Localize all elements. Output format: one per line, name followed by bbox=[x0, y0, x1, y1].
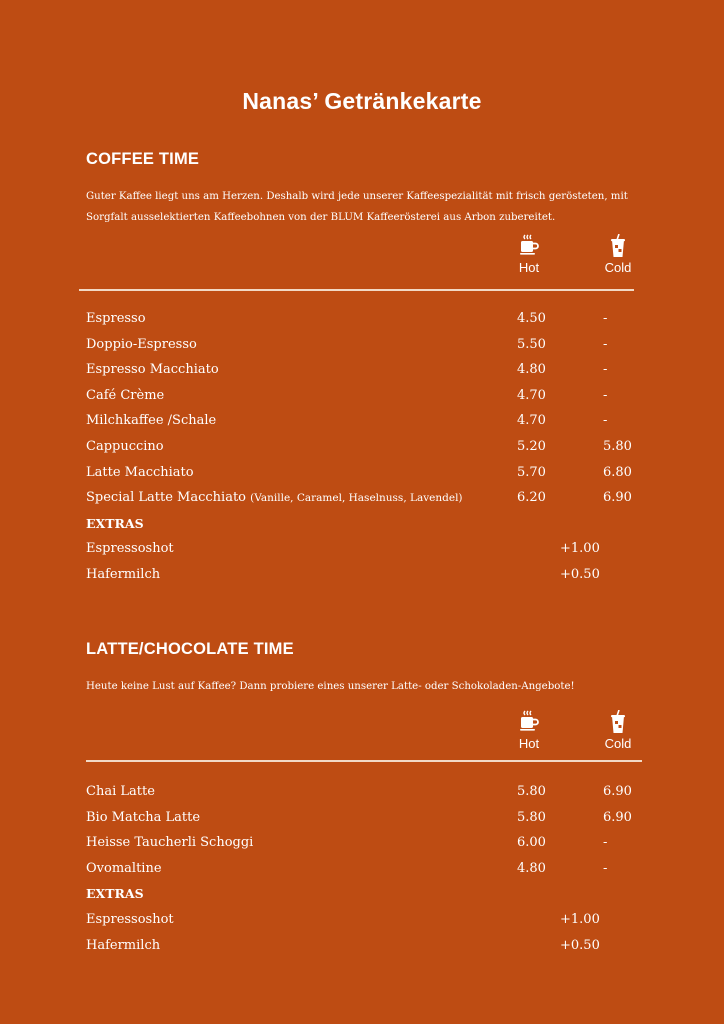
cold-column-header bbox=[588, 234, 648, 275]
menu-item bbox=[0, 861, 724, 887]
item-name: Cappuccino bbox=[86, 438, 164, 454]
cold-price: - bbox=[603, 860, 608, 876]
section-title: LATTE/CHOCOLATE TIME bbox=[86, 640, 294, 658]
menu-item bbox=[0, 311, 724, 337]
cold-label: Cold bbox=[604, 736, 632, 751]
cold-column-header bbox=[588, 710, 648, 751]
item-name: Ovomaltine bbox=[86, 860, 162, 876]
extra-price: +0.50 bbox=[560, 566, 600, 582]
hot-price: 5.70 bbox=[517, 464, 546, 480]
divider bbox=[79, 289, 634, 291]
hot-price: 5.20 bbox=[517, 438, 546, 454]
hot-column-header bbox=[499, 234, 559, 275]
item-name-text: Special Latte Macchiato bbox=[86, 490, 247, 506]
cold-price: 6.90 bbox=[603, 490, 632, 506]
item-name: Doppio-Espresso bbox=[86, 336, 197, 352]
cold-price: 6.90 bbox=[603, 809, 632, 825]
menu-list bbox=[0, 311, 724, 593]
hot-price: 4.80 bbox=[517, 362, 546, 378]
item-name: Latte Macchiato bbox=[86, 464, 194, 480]
hot-price: 6.00 bbox=[517, 835, 546, 851]
menu-item bbox=[0, 835, 724, 861]
hot-price: 4.70 bbox=[517, 413, 546, 429]
item-name: Chai Latte bbox=[86, 784, 155, 799]
extra-name: Espressoshot bbox=[86, 911, 174, 927]
extra-price: +0.50 bbox=[560, 937, 600, 953]
hot-price: 4.50 bbox=[517, 311, 546, 326]
menu-item bbox=[0, 362, 724, 388]
menu-item bbox=[0, 490, 724, 516]
divider bbox=[86, 760, 642, 762]
item-name: Espresso Macchiato bbox=[86, 362, 219, 378]
extra-price: +1.00 bbox=[560, 911, 600, 927]
section-description: Heute keine Lust auf Kaffee? Dann probiere eines unserer Latte- oder Schokoladen-Angebote! bbox=[86, 681, 575, 692]
menu-item bbox=[0, 439, 724, 465]
item-name: Milchkaffee /Schale bbox=[86, 413, 217, 429]
extra-item bbox=[0, 938, 724, 964]
item-name: Espresso bbox=[86, 311, 146, 326]
cold-price: - bbox=[603, 413, 608, 429]
extra-item bbox=[0, 567, 724, 593]
menu-item bbox=[0, 337, 724, 363]
item-name bbox=[86, 490, 463, 505]
menu-item bbox=[0, 413, 724, 439]
cold-price: 5.80 bbox=[603, 438, 632, 454]
extras-heading: EXTRAS bbox=[86, 886, 144, 902]
cold-price: 6.80 bbox=[603, 464, 632, 480]
item-name: Bio Matcha Latte bbox=[86, 809, 201, 825]
extra-price: +1.00 bbox=[560, 541, 600, 557]
extra-name: Hafermilch bbox=[86, 937, 161, 953]
item-note: (Vanille, Caramel, Haselnuss, Lavendel) bbox=[250, 492, 463, 505]
hot-cup-icon bbox=[499, 710, 559, 734]
hot-price: 6.20 bbox=[517, 490, 546, 506]
cold-price: - bbox=[603, 336, 608, 352]
extras-header-row bbox=[0, 516, 724, 542]
page-title: Nanas’ Getränkekarte bbox=[242, 88, 482, 114]
extra-name: Espressoshot bbox=[86, 541, 174, 557]
extras-header-row bbox=[0, 886, 724, 912]
item-name: Heisse Taucherli Schoggi bbox=[86, 835, 254, 851]
hot-label: Hot bbox=[518, 736, 540, 751]
menu-list bbox=[0, 784, 724, 963]
hot-price: 5.80 bbox=[517, 784, 546, 799]
cold-price: - bbox=[603, 311, 608, 326]
hot-label: Hot bbox=[518, 260, 540, 275]
menu-item bbox=[0, 784, 724, 810]
extra-item bbox=[0, 541, 724, 567]
cold-price: - bbox=[603, 387, 608, 403]
item-name: Café Crème bbox=[86, 387, 165, 403]
cold-price: - bbox=[603, 835, 608, 851]
hot-price: 5.50 bbox=[517, 336, 546, 352]
extra-name: Hafermilch bbox=[86, 566, 161, 582]
menu-item bbox=[0, 810, 724, 836]
iced-drink-icon bbox=[588, 234, 648, 258]
iced-drink-icon bbox=[588, 710, 648, 734]
menu-item bbox=[0, 388, 724, 414]
cold-label: Cold bbox=[604, 260, 632, 275]
extras-heading: EXTRAS bbox=[86, 515, 144, 531]
hot-cup-icon bbox=[499, 234, 559, 258]
extra-item bbox=[0, 912, 724, 938]
menu-item bbox=[0, 465, 724, 491]
cold-price: 6.90 bbox=[603, 784, 632, 799]
section-description: Guter Kaffee liegt uns am Herzen. Deshalb wird jede unserer Kaffeespezialität mit frisch gerösteten, mit Sorgfalt ausselektierten Kaffeebohnen von der BLUM Kaffeerösterei aus Arbon zubereitet. bbox=[86, 191, 628, 223]
hot-column-header bbox=[499, 710, 559, 751]
cold-price: - bbox=[603, 362, 608, 378]
hot-price: 5.80 bbox=[517, 809, 546, 825]
section-title: COFFEE TIME bbox=[86, 150, 200, 168]
hot-price: 4.70 bbox=[517, 387, 546, 403]
hot-price: 4.80 bbox=[517, 860, 546, 876]
